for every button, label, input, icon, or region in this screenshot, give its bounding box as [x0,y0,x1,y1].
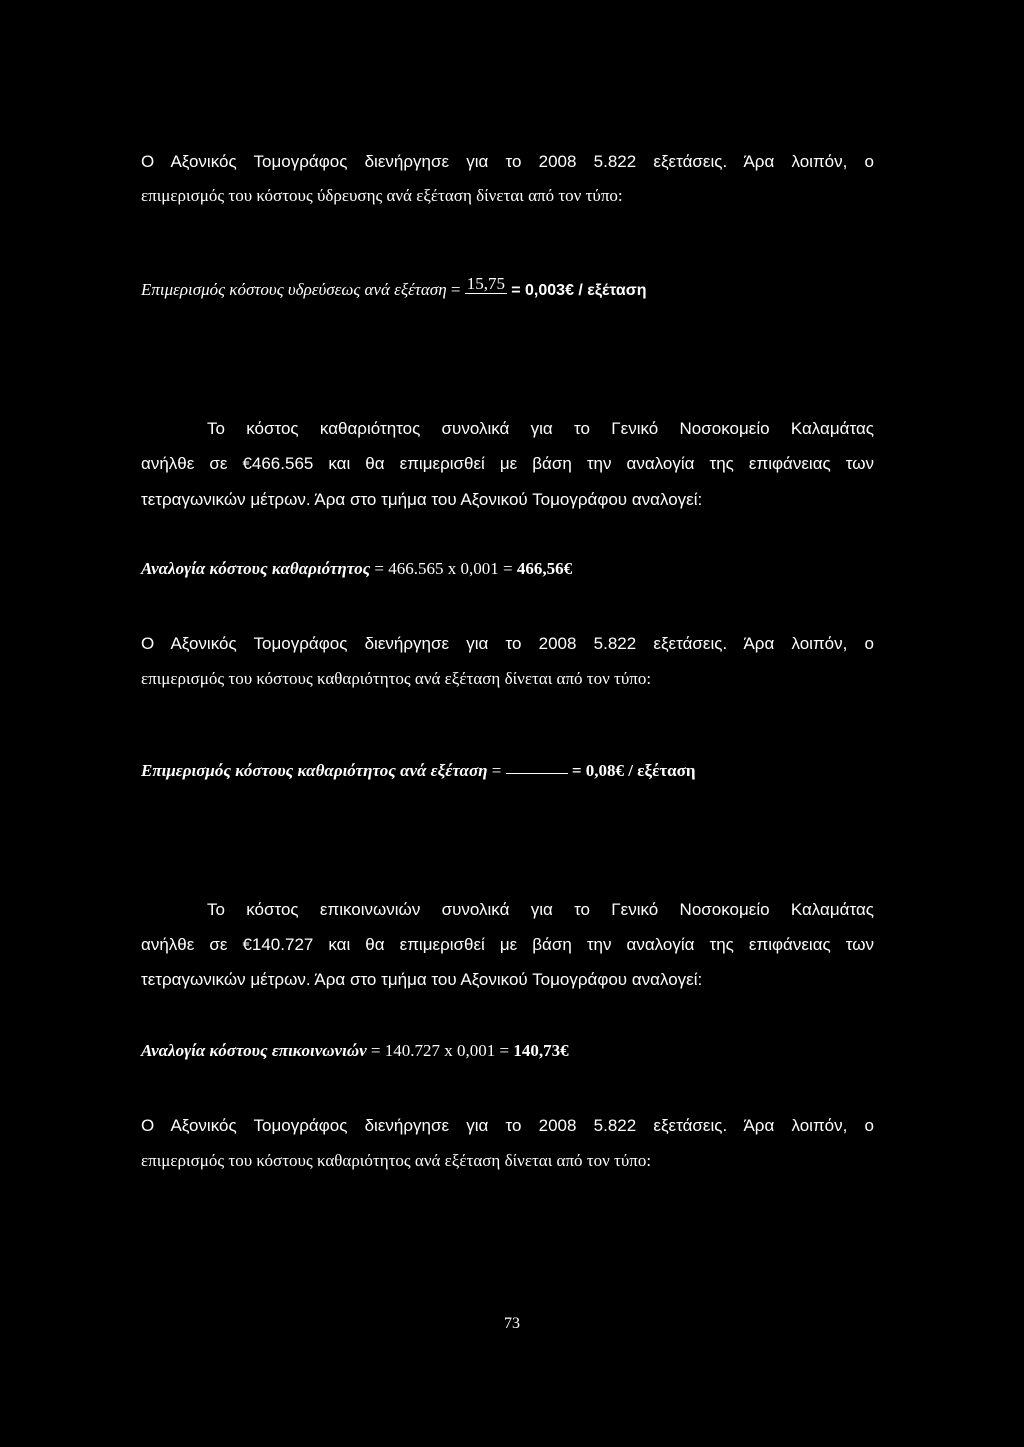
comms-para2-line-2: επιμερισμός του κόστους καθαριότητος ανά εξέταση δίνεται από τον τύπο: [141,1151,652,1170]
cleaning-formula-equals: = [491,761,502,780]
water-formula-equals: = [450,280,461,299]
cleaning-ratio [141,558,874,580]
comms-ratio-label: Αναλογία κόστους επικοινωνιών [141,1041,367,1060]
water-intro-line-2: επιμερισμός του κόστους ύδρευσης ανά εξέταση δίνεται από τον τύπο: [141,186,623,205]
water-formula-result: = 0,003€ / εξέταση [511,282,647,299]
water-formula-fraction [465,273,507,301]
comms-para1-line-2: ανήλθε σε €140.727 και θα επιμερισθεί με βάση την αναλογία της επιφάνειας των [141,935,874,954]
water-formula [141,273,874,302]
cleaning-para2-line-1: Ο Αξονικός Τομογράφος διενήργησε για το 2008 5.822 εξετάσεις. Άρα λοιπόν, ο [141,634,874,653]
cleaning-para1-line-2: ανήλθε σε €466.565 και θα επιμερισθεί με βάση την αναλογία της επιφάνειας των [141,454,874,473]
comms-para1-line-3: τετραγωνικών μέτρων. Άρα στο τμήμα του Αξονικού Τομογράφου αναλογεί: [141,970,703,989]
page-number: 73 [504,1315,520,1332]
comms-ratio-expression: = 140.727 x 0,001 = [370,1041,510,1060]
cleaning-formula-result: = 0,08€ / εξέταση [571,761,696,780]
cleaning-para2-line-2: επιμερισμός του κόστους καθαριότητος ανά εξέταση δίνεται από τον τύπο: [141,669,652,688]
comms-para2-line-1: Ο Αξονικός Τομογράφος διενήργησε για το 2008 5.822 εξετάσεις. Άρα λοιπόν, ο [141,1116,874,1135]
cleaning-ratio-label: Αναλογία κόστους καθαριότητος [141,559,371,578]
cleaning-formula-label: Επιμερισμός κόστους καθαριότητος ανά εξέταση [141,761,488,780]
water-formula-label: Επιμερισμός κόστους υδρεύσεως ανά εξέταση [141,280,447,299]
cleaning-para1-line-3: τετραγωνικών μέτρων. Άρα στο τμήμα του Αξονικού Τομογράφου αναλογεί: [141,490,703,509]
comms-ratio-result: 140,73€ [513,1041,569,1060]
cleaning-para1-line-1: Το κόστος καθαριότητος συνολικά για το Γενικό Νοσοκομείο Καλαμάτας [207,419,874,438]
water-formula-numerator: 15,75 [466,273,505,293]
cleaning-formula [141,760,874,783]
cleaning-ratio-expression: = 466.565 x 0,001 = [374,559,513,578]
comms-para1-line-1: Το κόστος επικοινωνιών συνολικά για το Γενικό Νοσοκομείο Καλαμάτας [207,900,874,919]
cleaning-ratio-result: 466,56€ [516,559,573,578]
comms-ratio [141,1040,874,1062]
water-intro-line-1: Ο Αξονικός Τομογράφος διενήργησε για το 2008 5.822 εξετάσεις. Άρα λοιπόν, ο [141,152,874,171]
cleaning-formula-fraction-line [506,761,568,783]
